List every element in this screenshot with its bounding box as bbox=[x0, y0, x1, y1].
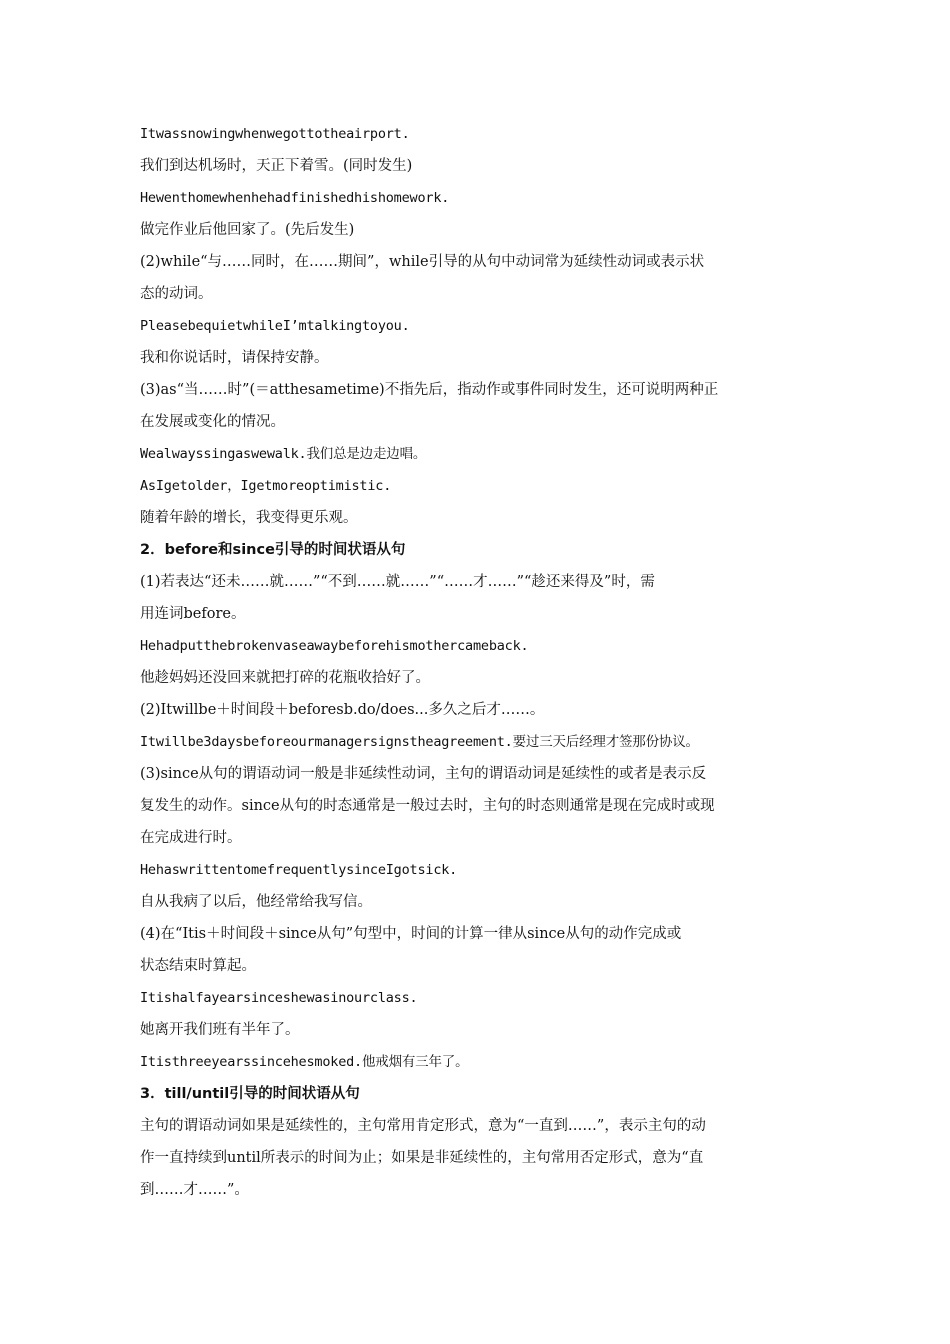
rule-text: (4)在“Itis＋时间段＋since从句”句型中，时间的计算一律从since从句的动作完成或 bbox=[140, 926, 682, 942]
translation-line: 随着年龄的增长，我变得更乐观。 bbox=[140, 510, 358, 526]
example-sentence: Itwassnowingwhenwegottotheairport. bbox=[140, 126, 410, 142]
translation-line: 做完作业后他回家了。(先后发生) bbox=[140, 222, 355, 238]
translation-line: 她离开我们班有半年了。 bbox=[140, 1022, 300, 1038]
section-heading: 3．till/until引导的时间状语从句 bbox=[140, 1086, 360, 1102]
example-sentence: Itwillbe3daysbeforeourmanagersignstheagreement.要过三天后经理才签那份协议。 bbox=[140, 734, 699, 750]
rule-text: (3)as“当……时”(＝atthesametime)不指先后，指动作或事件同时发生，还可说明两种正 bbox=[140, 382, 719, 398]
translation-line: 自从我病了以后，他经常给我写信。 bbox=[140, 894, 372, 910]
translation-line: 我们到达机场时，天正下着雪。(同时发生) bbox=[140, 158, 413, 174]
document-page bbox=[140, 118, 812, 1206]
rule-text: (2)while“与……同时，在……期间”，while引导的从句中动词常为延续性动词或表示状 bbox=[140, 254, 705, 270]
rule-text: 用连词before。 bbox=[140, 606, 246, 622]
rule-text: (1)若表达“还未……就……”“不到……就……”“……才……”“趁还来得及”时，需 bbox=[140, 574, 655, 590]
section-heading: 2．before和since引导的时间状语从句 bbox=[140, 542, 406, 558]
example-sentence: Itisthreeyearssincehesmoked.他戒烟有三年了。 bbox=[140, 1054, 469, 1070]
rule-text: 到……才……”。 bbox=[140, 1182, 249, 1198]
rule-text: 在发展或变化的情况。 bbox=[140, 414, 285, 430]
rule-text: 复发生的动作。since从句的时态通常是一般过去时，主句的时态则通常是现在完成时或现 bbox=[140, 798, 715, 814]
translation-line: 他趁妈妈还没回来就把打碎的花瓶收拾好了。 bbox=[140, 670, 430, 686]
rule-text: 主句的谓语动词如果是延续性的，主句常用肯定形式，意为“一直到……”，表示主句的动 bbox=[140, 1118, 706, 1134]
rule-text: 在完成进行时。 bbox=[140, 830, 242, 846]
example-sentence: Wealwayssingaswewalk.我们总是边走边唱。 bbox=[140, 446, 427, 462]
rule-text: (2)Itwillbe＋时间段＋beforesb.do/does...多久之后才……。 bbox=[140, 702, 545, 718]
example-sentence: Hewenthomewhenhehadfinishedhishomework. bbox=[140, 190, 450, 206]
example-sentence: HehaswrittentomefrequentlysinceIgotsick. bbox=[140, 862, 458, 878]
rule-text: 态的动词。 bbox=[140, 286, 213, 302]
example-sentence: AsIgetolder，Igetmoreoptimistic. bbox=[140, 478, 392, 494]
rule-text: (3)since从句的谓语动词一般是非延续性动词，主句的谓语动词是延续性的或者是表示反 bbox=[140, 766, 707, 782]
example-sentence: PleasebequietwhileI’mtalkingtoyou. bbox=[140, 318, 410, 334]
rule-text: 状态结束时算起。 bbox=[140, 958, 256, 974]
example-sentence: Itishalfayearsinceshewasinourclass. bbox=[140, 990, 418, 1006]
example-sentence: Hehadputthebrokenvaseawaybeforehismothercameback. bbox=[140, 638, 529, 654]
rule-text: 作一直持续到until所表示的时间为止；如果是非延续性的，主句常用否定形式，意为“直 bbox=[140, 1150, 704, 1166]
translation-line: 我和你说话时，请保持安静。 bbox=[140, 350, 329, 366]
